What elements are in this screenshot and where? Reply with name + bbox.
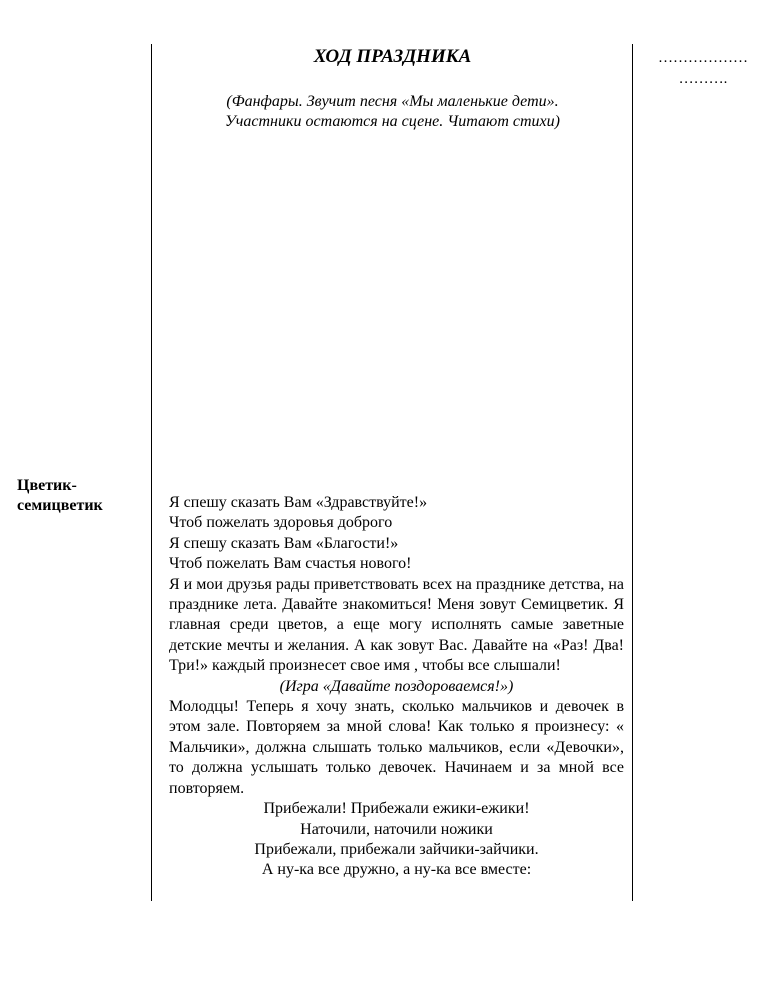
paragraph-count: Молодцы! Теперь я хочу знать, сколько мальчиков и девочек в этом зале. Повторяем за мной слова! Как только я произнесу: « Мальчики», должна слышать только мальчиков, если «Девочки», то должна услышать только девочек. Начинаем и за мной все повторяем. — [169, 698, 624, 797]
column-divider-left — [151, 44, 152, 901]
chant-line: Прибежали! Прибежали ежики-ежики! — [263, 800, 530, 818]
dots-line: ……………… — [658, 50, 748, 66]
poem-line: Чтоб пожелать Вам счастья нового! — [169, 555, 412, 573]
chant-line: Прибежали, прибежали зайчики-зайчики. — [254, 840, 539, 858]
stage-direction — [160, 92, 625, 132]
stage-direction-line: Участники остаются на сцене. Читают стихи) — [225, 113, 560, 130]
poem-line: Чтоб пожелать здоровья доброго — [169, 514, 393, 532]
game-direction: (Игра «Давайте поздороваемся!») — [279, 677, 514, 695]
paragraph-intro: Я и мои друзья рады приветствовать всех на празднике детства, на празднике лета. Давайте знакомиться! Меня зовут Семицветик. Я главная среди цветов, а еще могу исполнять самые заветные детские мечты и желания. А как зовут Вас. Давайте на «Раз! Два! Три!» каждый произнесет свое имя , чтобы все слышали! — [169, 575, 624, 675]
dots-line: ………. — [678, 71, 728, 87]
speaker-name — [17, 476, 147, 516]
stage-direction-line: (Фанфары. Звучит песня «Мы маленькие дети». — [226, 93, 559, 110]
column-divider-right — [632, 44, 633, 901]
speaker-name-line: семицветик — [17, 497, 103, 514]
speaker-name-line: Цветик- — [17, 477, 77, 494]
chant-line: А ну-ка все дружно, а ну-ка все вместе: — [261, 861, 532, 879]
notes-column — [640, 48, 766, 90]
poem-line: Я спешу сказать Вам «Здравствуйте!» — [169, 494, 428, 511]
speech-text — [169, 493, 624, 881]
page-title: ХОД ПРАЗДНИКА — [313, 46, 472, 67]
poem-line: Я спешу сказать Вам «Благости!» — [169, 534, 399, 552]
chant-line: Наточили, наточили ножики — [300, 820, 493, 838]
